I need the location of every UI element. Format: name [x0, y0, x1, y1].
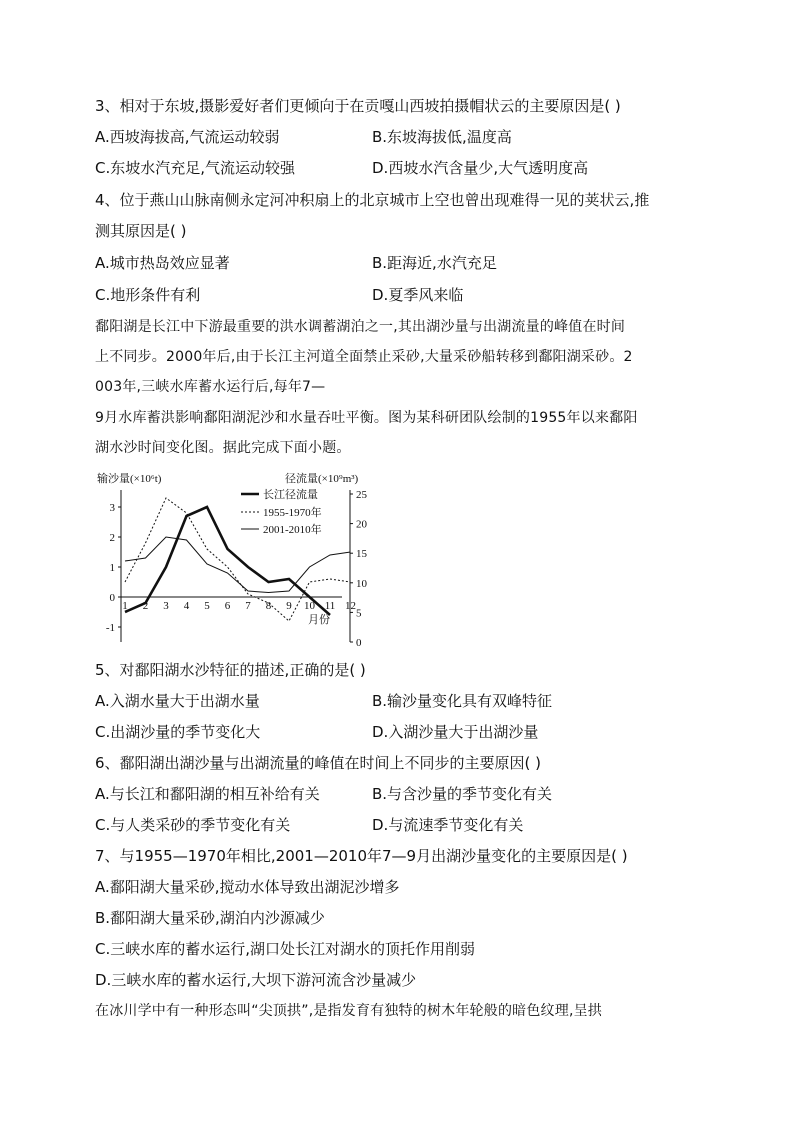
q4-option-c: C.地形条件有利: [95, 286, 201, 304]
left-tick-label: 0: [109, 592, 115, 604]
left-tick-label: 1: [109, 562, 115, 574]
q5-option-d: D.入湖沙量大于出湖沙量: [372, 723, 539, 741]
passage-line-5: 湖水沙时间变化图。据此完成下面小题。: [95, 440, 351, 456]
question-4-stem-line1: 4、位于燕山山脉南侧永定河冲积扇上的北京城市上空也曾出现难得一见的荚状云,推: [95, 191, 650, 209]
q5-option-a: A.入湖水量大于出湖水量: [95, 692, 260, 710]
right-axis-title: 径流量(×10⁹m³): [285, 473, 359, 485]
q5-option-c: C.出湖沙量的季节变化大: [95, 723, 261, 741]
x-tick-label: 10: [304, 600, 315, 612]
x-tick-label: 1: [122, 600, 128, 612]
right-tick-label: 20: [356, 518, 367, 531]
series-line-3: [125, 537, 351, 593]
left-axis-title: 输沙量(×10⁶t): [97, 473, 162, 485]
left-tick-label: -1: [105, 622, 115, 634]
x-tick-label: 12: [345, 600, 356, 612]
q7-option-b: B.鄱阳湖大量采砂,湖泊内沙源减少: [95, 909, 325, 927]
x-tick-label: 5: [204, 600, 210, 612]
right-tick-label: 10: [356, 577, 367, 590]
q7-option-c: C.三峡水库的蓄水运行,湖口处长江对湖水的顶托作用削弱: [95, 940, 476, 958]
x-tick-label: 9: [286, 600, 292, 612]
legend-label-2: 1955-1970年: [263, 507, 322, 519]
q6-option-a: A.与长江和鄱阳湖的相互补给有关: [95, 785, 320, 803]
x-tick-label: 11: [324, 600, 336, 612]
q7-option-d: D.三峡水库的蓄水运行,大坝下游河流含沙量减少: [95, 971, 417, 989]
q3-option-a: A.西坡海拔高,气流运动较弱: [95, 128, 280, 146]
q3-option-d: D.西坡水汽含量少,大气透明度高: [372, 159, 589, 177]
water-sediment-chart: [95, 470, 385, 650]
right-tick-label: 25: [356, 489, 367, 501]
x-tick-label: 8: [265, 600, 272, 612]
x-tick-label: 2: [142, 600, 149, 612]
q5-option-b: B.输沙量变化具有双峰特征: [372, 692, 553, 710]
question-4-stem-line2: 测其原因是( ): [95, 222, 187, 240]
passage-line-2: 上不同步。2000年后,由于长江主河道全面禁止采砂,大量采砂船转移到鄱阳湖采砂。2: [95, 349, 633, 365]
right-tick-label: 15: [356, 548, 367, 561]
q3-option-c: C.东坡水汽充足,气流运动较强: [95, 159, 296, 177]
left-tick-label: 3: [109, 502, 115, 514]
x-axis-title: 月份: [308, 614, 330, 626]
q4-option-b: B.距海近,水汽充足: [372, 254, 497, 272]
q3-option-b: B.东坡海拔低,温度高: [372, 128, 512, 146]
left-tick-label: 2: [109, 532, 115, 544]
q4-option-a: A.城市热岛效应显著: [95, 254, 230, 272]
passage-line-1: 鄱阳湖是长江中下游最重要的洪水调蓄湖泊之一,其出湖沙量与出湖流量的峰值在时间: [95, 319, 626, 335]
right-tick-label: 0: [356, 637, 362, 649]
x-tick-label: 6: [224, 600, 231, 612]
x-tick-label: 7: [245, 600, 251, 612]
passage-2-line-1: 在冰川学中有一种形态叫“尖顶拱”,是指发育有独特的树木年轮般的暗色纹理,呈拱: [95, 1003, 603, 1019]
q6-option-c: C.与人类采砂的季节变化有关: [95, 816, 291, 834]
x-tick-label: 3: [163, 600, 169, 612]
question-3-stem: 3、相对于东坡,摄影爱好者们更倾向于在贡嘎山西坡拍摄帽状云的主要原因是( ): [95, 97, 621, 115]
x-tick-label: 4: [183, 600, 190, 612]
question-5-stem: 5、对鄱阳湖水沙特征的描述,正确的是( ): [95, 661, 366, 679]
passage-line-3: 003年,三峡水库蓄水运行后,每年7—: [95, 379, 326, 395]
q6-option-b: B.与含沙量的季节变化有关: [372, 785, 553, 803]
q6-option-d: D.与流速季节变化有关: [372, 816, 524, 834]
q7-option-a: A.鄱阳湖大量采砂,搅动水体导致出湖泥沙增多: [95, 878, 400, 896]
legend-label-1: 长江径流量: [263, 489, 318, 501]
right-tick-label: 5: [356, 607, 362, 620]
legend-label-3: 2001-2010年: [263, 524, 322, 536]
question-6-stem: 6、鄱阳湖出湖沙量与出湖流量的峰值在时间上不同步的主要原因( ): [95, 754, 542, 772]
question-7-stem: 7、与1955—1970年相比,2001—2010年7—9月出湖沙量变化的主要原因是( ): [95, 847, 628, 865]
q4-option-d: D.夏季风来临: [372, 286, 464, 304]
passage-line-4: 9月水库蓄洪影响鄱阳湖泥沙和水量吞吐平衡。图为某科研团队绘制的1955年以来鄱阳: [95, 410, 638, 426]
